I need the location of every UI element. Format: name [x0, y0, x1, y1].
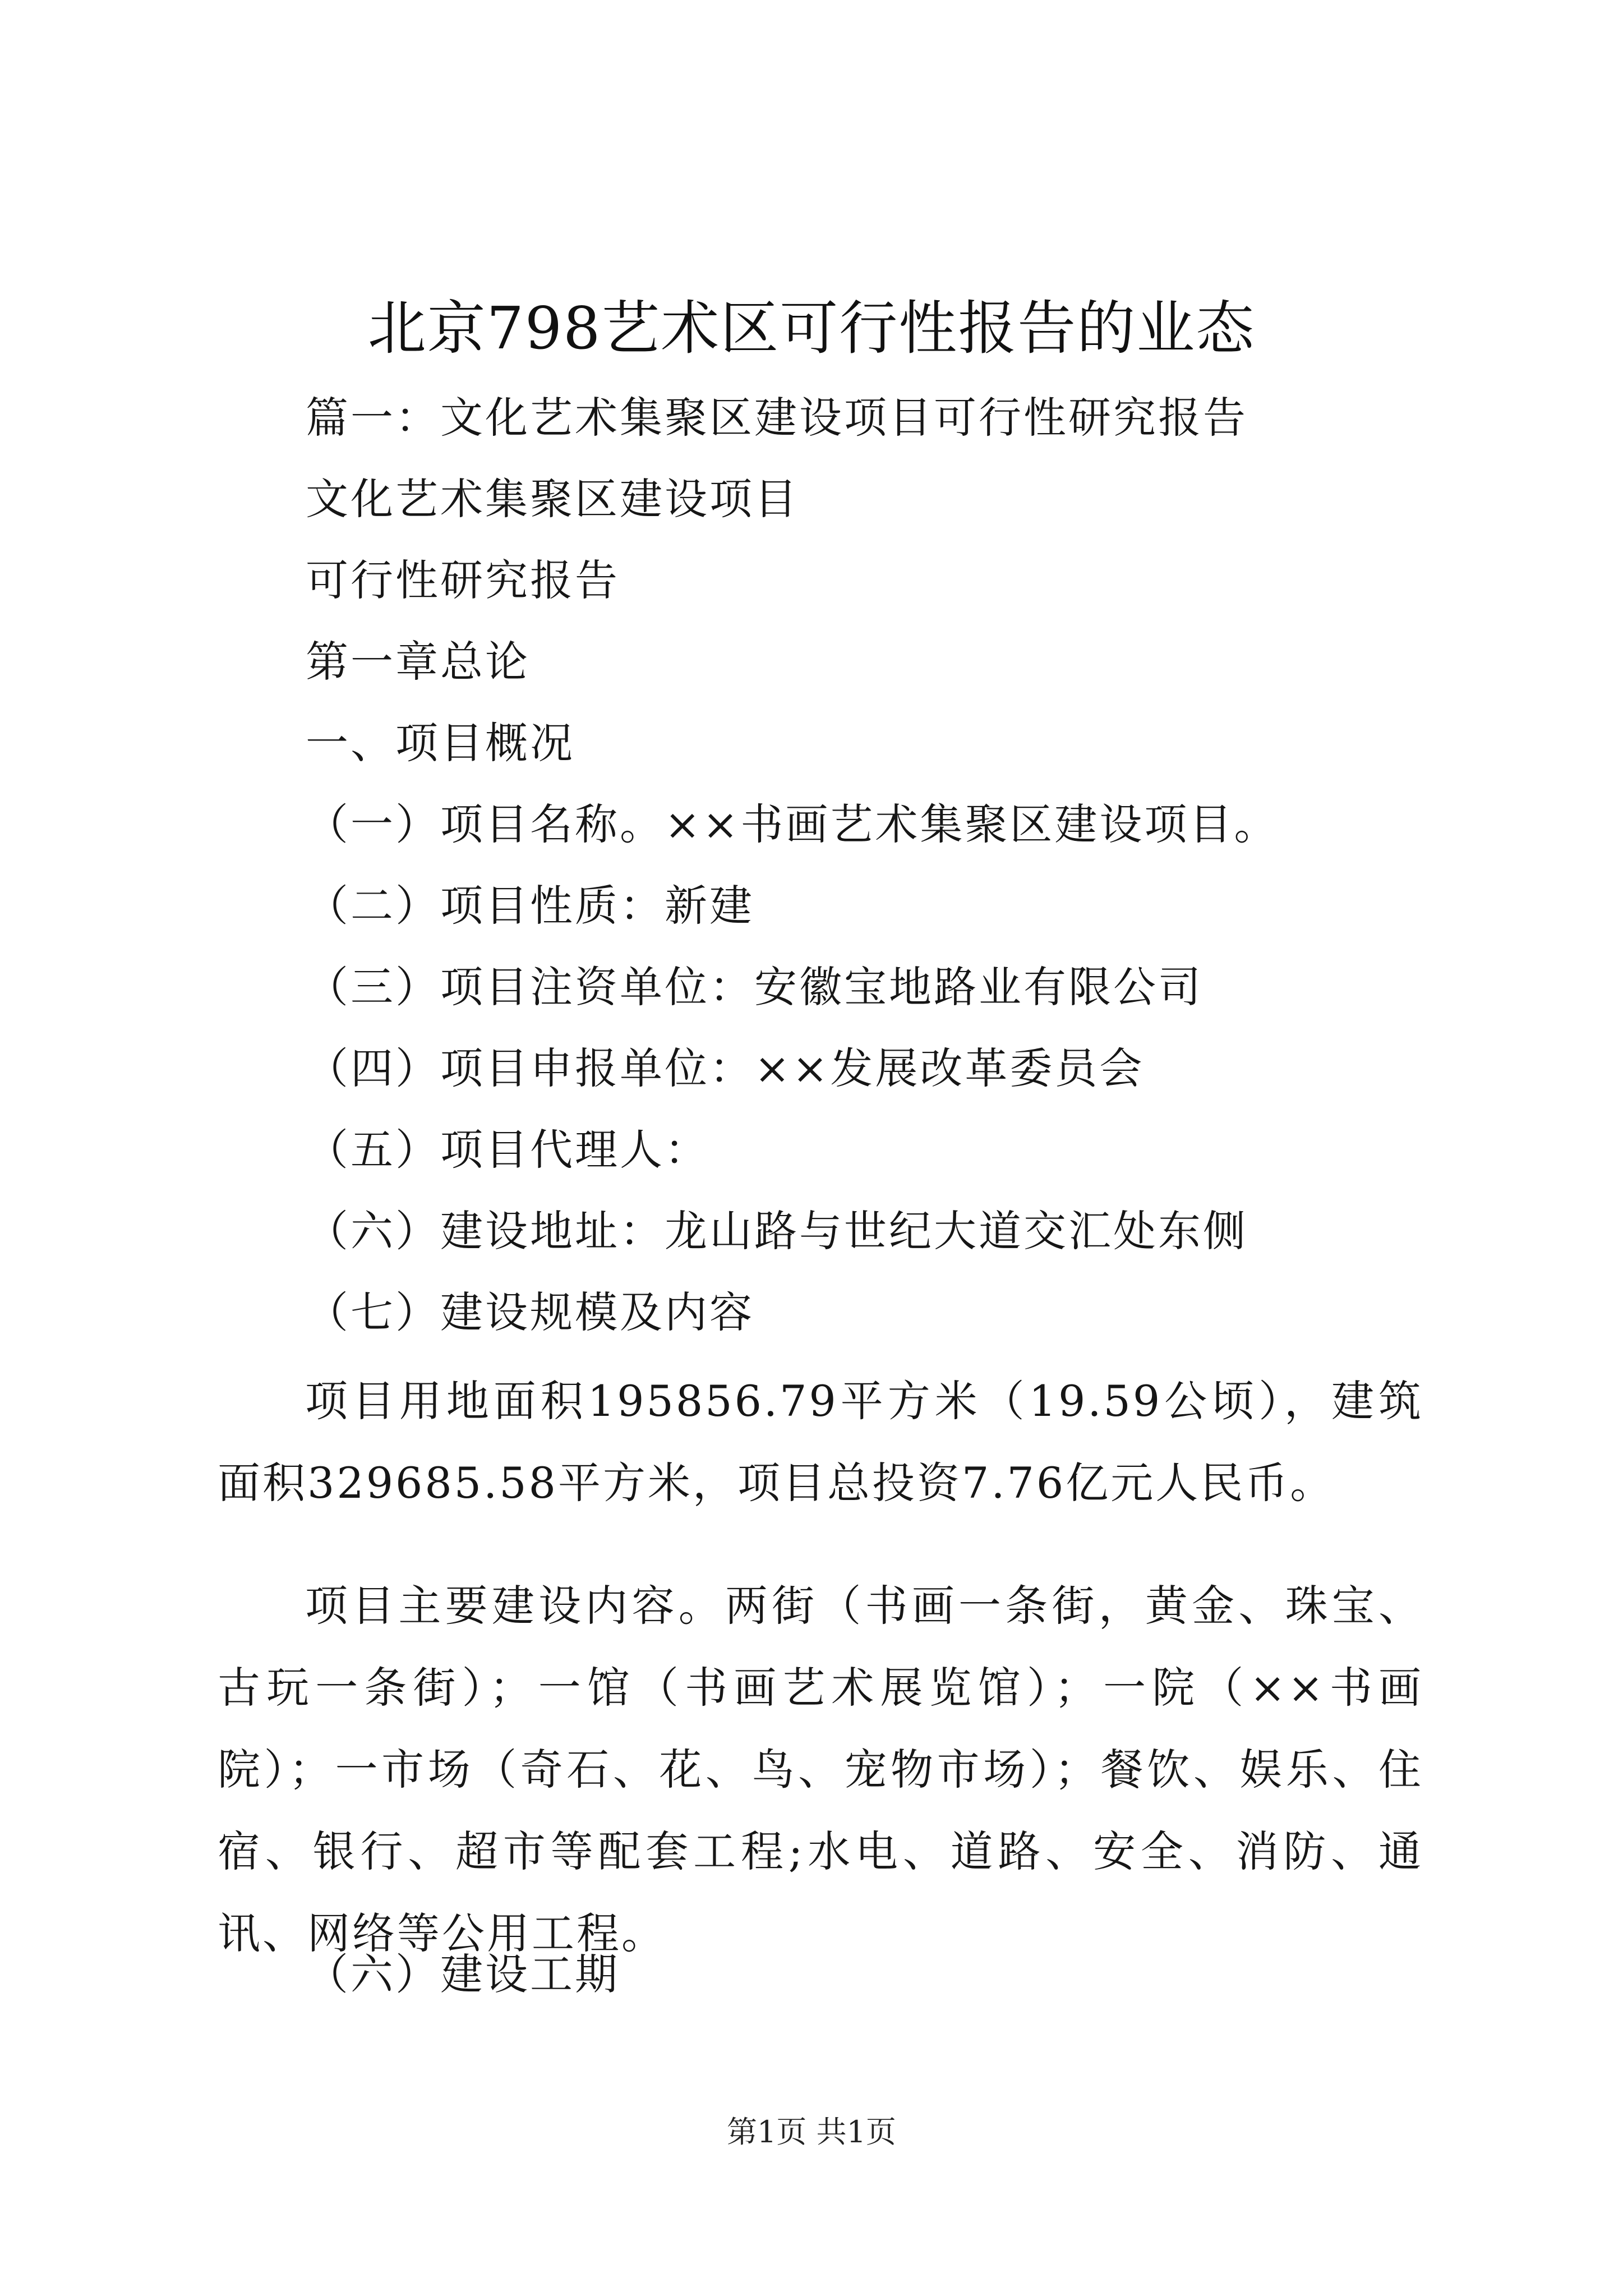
list-item: （六）建设工期	[306, 1949, 620, 1999]
list-item: （七）建设规模及内容	[306, 1287, 754, 1337]
list-item: （四）项目申报单位：××发展改革委员会	[306, 1043, 1145, 1093]
subsection-heading: 一、项目概况	[306, 718, 575, 768]
list-item: （一）项目名称。××书画艺术集聚区建设项目。	[306, 799, 1279, 849]
page-footer: 第1页 共1页	[727, 2114, 896, 2150]
list-item: （五）项目代理人：	[306, 1125, 709, 1175]
list-item: （六）建设地址：龙山路与世纪大道交汇处东侧	[306, 1206, 1248, 1256]
chapter-heading: 第一章总论	[306, 637, 530, 687]
text-line: 文化艺术集聚区建设项目	[306, 474, 799, 524]
list-item: （二）项目性质：新建	[306, 881, 754, 931]
section-heading: 篇一：文化艺术集聚区建设项目可行性研究报告	[306, 393, 1248, 443]
document-title: 北京798艺术区可行性报告的业态	[367, 294, 1256, 362]
list-item: （三）项目注资单位：安徽宝地路业有限公司	[306, 962, 1203, 1012]
body-paragraph: 项目主要建设内容。两街（书画一条街，黄金、珠宝、古玩一条街）；一馆（书画艺术展览馆）；一院（××书画院）；一市场（奇石、花、鸟、宠物市场）；餐饮、娱乐、住宿、银行、超市等配套工程;水电、道路、安全、消防、通讯、网络等公用工程。	[218, 1581, 1423, 1958]
body-paragraph: 项目用地面积195856.79平方米（19.59公顷），建筑面积329685.58平方米，项目总投资7.76亿元人民币。	[218, 1376, 1423, 1508]
text-line: 可行性研究报告	[306, 555, 620, 605]
